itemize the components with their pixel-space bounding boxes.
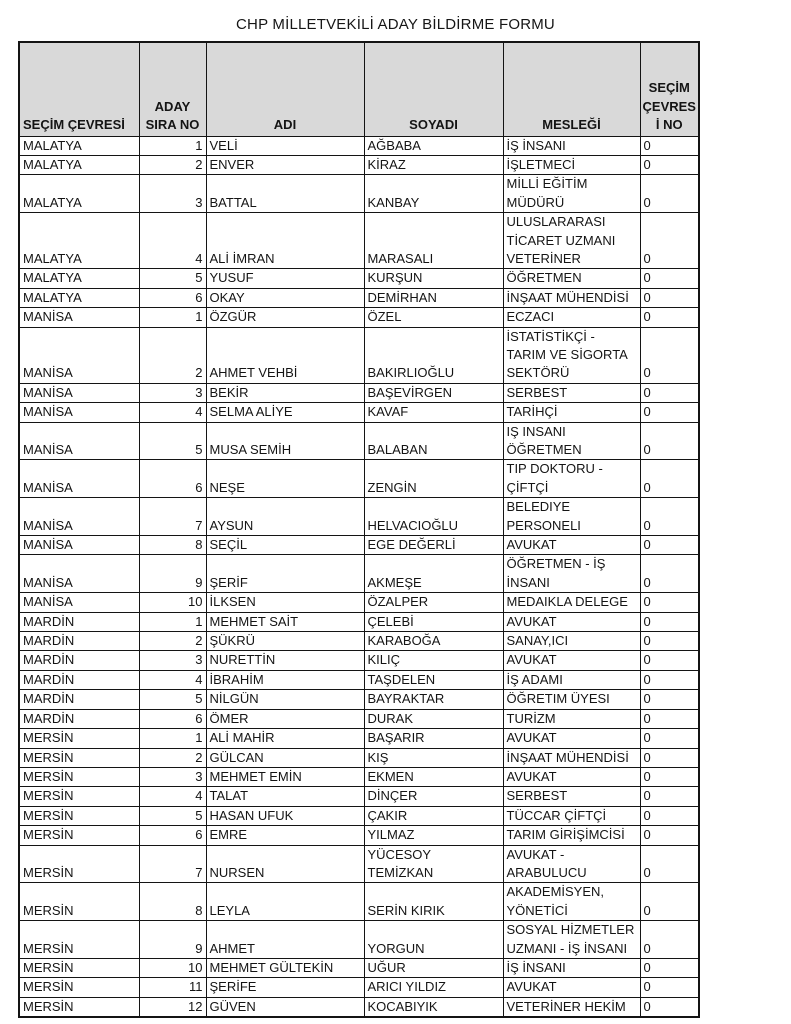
table-row (19, 651, 699, 670)
cell-meslegi: AVUKAT (503, 536, 640, 555)
cell-meslegi: İŞ İNSANI (503, 136, 640, 155)
cell-secim-cevresi-no: 0 (640, 308, 699, 327)
cell-secim-cevresi: MERSİN (19, 883, 139, 921)
cell-secim-cevresi-no: 0 (640, 593, 699, 612)
cell-soyadi: ÇAKIR (364, 806, 503, 825)
cell-secim-cevresi-no: 0 (640, 883, 699, 921)
cell-aday-sira-no: 8 (139, 536, 206, 555)
table-row (19, 383, 699, 402)
cell-secim-cevresi: MALATYA (19, 136, 139, 155)
cell-soyadi: KURŞUN (364, 269, 503, 288)
cell-adi: ENVER (206, 155, 364, 174)
cell-secim-cevresi: MARDİN (19, 670, 139, 689)
cell-soyadi: EKMEN (364, 767, 503, 786)
cell-aday-sira-no: 2 (139, 327, 206, 383)
cell-secim-cevresi: MERSİN (19, 826, 139, 845)
cell-soyadi: ÖZALPER (364, 593, 503, 612)
table-row (19, 308, 699, 327)
table-header-row (19, 42, 699, 136)
cell-soyadi: KANBAY (364, 175, 503, 213)
cell-secim-cevresi-no: 0 (640, 288, 699, 307)
header-soyadi: SOYADI (364, 42, 503, 136)
cell-aday-sira-no: 2 (139, 748, 206, 767)
cell-aday-sira-no: 4 (139, 670, 206, 689)
cell-meslegi: İSTATİSTİKÇİ - TARIM VE SİGORTA SEKTÖRÜ (503, 327, 640, 383)
cell-adi: BATTAL (206, 175, 364, 213)
cell-meslegi: MEDAIKLA DELEGE (503, 593, 640, 612)
cell-adi: LEYLA (206, 883, 364, 921)
table-row (19, 536, 699, 555)
table-body (19, 136, 699, 1017)
cell-secim-cevresi-no: 0 (640, 748, 699, 767)
cell-aday-sira-no: 6 (139, 826, 206, 845)
cell-aday-sira-no: 4 (139, 787, 206, 806)
table-row (19, 213, 699, 269)
cell-secim-cevresi-no: 0 (640, 670, 699, 689)
cell-adi: BEKİR (206, 383, 364, 402)
table-row (19, 288, 699, 307)
cell-adi: ALİ MAHİR (206, 729, 364, 748)
cell-secim-cevresi-no: 0 (640, 460, 699, 498)
cell-soyadi: BAŞARIR (364, 729, 503, 748)
table-row (19, 555, 699, 593)
cell-secim-cevresi-no: 0 (640, 536, 699, 555)
cell-meslegi: TARİHÇİ (503, 403, 640, 422)
cell-soyadi: SERİN KIRIK (364, 883, 503, 921)
cell-secim-cevresi-no: 0 (640, 213, 699, 269)
cell-secim-cevresi-no: 0 (640, 327, 699, 383)
cell-secim-cevresi-no: 0 (640, 958, 699, 977)
cell-aday-sira-no: 10 (139, 958, 206, 977)
cell-secim-cevresi: MANİSA (19, 593, 139, 612)
cell-secim-cevresi: MERSİN (19, 748, 139, 767)
cell-adi: ŞÜKRÜ (206, 632, 364, 651)
cell-secim-cevresi-no: 0 (640, 383, 699, 402)
cell-adi: NİLGÜN (206, 690, 364, 709)
cell-adi: MEHMET GÜLTEKİN (206, 958, 364, 977)
cell-adi: GÜLCAN (206, 748, 364, 767)
cell-secim-cevresi: MANİSA (19, 555, 139, 593)
cell-soyadi: AKMEŞE (364, 555, 503, 593)
cell-aday-sira-no: 7 (139, 498, 206, 536)
cell-soyadi: KARABOĞA (364, 632, 503, 651)
cell-soyadi: KOCABIYIK (364, 997, 503, 1017)
table-row (19, 670, 699, 689)
cell-secim-cevresi-no: 0 (640, 997, 699, 1017)
cell-meslegi: SOSYAL HİZMETLER UZMANI - İŞ İNSANI (503, 921, 640, 959)
cell-soyadi: BAKIRLIOĞLU (364, 327, 503, 383)
cell-secim-cevresi-no: 0 (640, 767, 699, 786)
cell-meslegi: İŞ İNSANI (503, 958, 640, 977)
cell-soyadi: ÖZEL (364, 308, 503, 327)
cell-aday-sira-no: 5 (139, 806, 206, 825)
table-row (19, 422, 699, 460)
table-row (19, 175, 699, 213)
cell-adi: YUSUF (206, 269, 364, 288)
table-row (19, 767, 699, 786)
cell-soyadi: BALABAN (364, 422, 503, 460)
candidate-table (18, 41, 700, 1018)
cell-aday-sira-no: 6 (139, 709, 206, 728)
table-row (19, 155, 699, 174)
cell-aday-sira-no: 5 (139, 269, 206, 288)
cell-secim-cevresi: MALATYA (19, 155, 139, 174)
cell-soyadi: YORGUN (364, 921, 503, 959)
cell-adi: AHMET (206, 921, 364, 959)
cell-meslegi: ÖĞRETMEN - İŞ İNSANI (503, 555, 640, 593)
cell-secim-cevresi: MANİSA (19, 460, 139, 498)
cell-meslegi: ÖĞRETIM ÜYESI (503, 690, 640, 709)
cell-secim-cevresi: MANİSA (19, 403, 139, 422)
cell-soyadi: DEMİRHAN (364, 288, 503, 307)
table-row (19, 958, 699, 977)
cell-soyadi: EGE DEĞERLİ (364, 536, 503, 555)
cell-secim-cevresi-no: 0 (640, 709, 699, 728)
cell-secim-cevresi: MARDİN (19, 709, 139, 728)
cell-aday-sira-no: 6 (139, 288, 206, 307)
cell-meslegi: TÜCCAR ÇİFTÇİ (503, 806, 640, 825)
cell-meslegi: TURİZM (503, 709, 640, 728)
cell-secim-cevresi-no: 0 (640, 555, 699, 593)
cell-soyadi: YILMAZ (364, 826, 503, 845)
cell-adi: EMRE (206, 826, 364, 845)
cell-aday-sira-no: 9 (139, 555, 206, 593)
cell-soyadi: KIŞ (364, 748, 503, 767)
cell-aday-sira-no: 1 (139, 308, 206, 327)
table-row (19, 883, 699, 921)
table-row (19, 327, 699, 383)
cell-adi: ÖMER (206, 709, 364, 728)
cell-secim-cevresi-no: 0 (640, 651, 699, 670)
cell-secim-cevresi-no: 0 (640, 845, 699, 883)
cell-secim-cevresi-no: 0 (640, 978, 699, 997)
cell-aday-sira-no: 7 (139, 845, 206, 883)
cell-secim-cevresi: MERSİN (19, 787, 139, 806)
cell-adi: HASAN UFUK (206, 806, 364, 825)
cell-secim-cevresi: MERSİN (19, 958, 139, 977)
cell-soyadi: ARICI YILDIZ (364, 978, 503, 997)
cell-meslegi: AVUKAT (503, 651, 640, 670)
table-row (19, 826, 699, 845)
cell-aday-sira-no: 6 (139, 460, 206, 498)
table-row (19, 748, 699, 767)
cell-adi: TALAT (206, 787, 364, 806)
cell-meslegi: SERBEST (503, 383, 640, 402)
header-aday-sira-no: ADAY SIRA NO (139, 42, 206, 136)
cell-secim-cevresi-no: 0 (640, 403, 699, 422)
table-row (19, 460, 699, 498)
cell-meslegi: TARIM GİRİŞİMCİSİ (503, 826, 640, 845)
cell-aday-sira-no: 4 (139, 403, 206, 422)
table-row (19, 709, 699, 728)
cell-meslegi: VETERİNER HEKİM (503, 997, 640, 1017)
cell-adi: ŞERİFE (206, 978, 364, 997)
cell-secim-cevresi: MARDİN (19, 632, 139, 651)
header-secim-cevresi-no: SEÇİM ÇEVRESİ NO (640, 42, 699, 136)
cell-secim-cevresi: MALATYA (19, 175, 139, 213)
cell-adi: GÜVEN (206, 997, 364, 1017)
cell-aday-sira-no: 2 (139, 155, 206, 174)
cell-aday-sira-no: 5 (139, 690, 206, 709)
cell-adi: NURETTİN (206, 651, 364, 670)
cell-secim-cevresi-no: 0 (640, 690, 699, 709)
cell-aday-sira-no: 10 (139, 593, 206, 612)
cell-secim-cevresi: MANİSA (19, 498, 139, 536)
cell-adi: MEHMET SAİT (206, 612, 364, 631)
cell-secim-cevresi: MERSİN (19, 729, 139, 748)
cell-secim-cevresi: MERSİN (19, 806, 139, 825)
cell-secim-cevresi: MERSİN (19, 767, 139, 786)
cell-secim-cevresi-no: 0 (640, 612, 699, 631)
cell-soyadi: ÇELEBİ (364, 612, 503, 631)
cell-secim-cevresi: MANİSA (19, 422, 139, 460)
cell-adi: MEHMET EMİN (206, 767, 364, 786)
cell-adi: ŞERİF (206, 555, 364, 593)
cell-meslegi: SERBEST (503, 787, 640, 806)
header-adi: ADI (206, 42, 364, 136)
cell-secim-cevresi: MERSİN (19, 845, 139, 883)
cell-meslegi: IŞ INSANI ÖĞRETMEN (503, 422, 640, 460)
cell-adi: SELMA ALİYE (206, 403, 364, 422)
cell-secim-cevresi: MANİSA (19, 327, 139, 383)
cell-aday-sira-no: 1 (139, 729, 206, 748)
cell-secim-cevresi: MERSİN (19, 997, 139, 1017)
cell-secim-cevresi-no: 0 (640, 175, 699, 213)
cell-soyadi: AĞBABA (364, 136, 503, 155)
table-row (19, 612, 699, 631)
table-row (19, 729, 699, 748)
cell-meslegi: ECZACI (503, 308, 640, 327)
cell-soyadi: DURAK (364, 709, 503, 728)
cell-secim-cevresi-no: 0 (640, 632, 699, 651)
table-row (19, 269, 699, 288)
cell-soyadi: YÜCESOY TEMİZKAN (364, 845, 503, 883)
cell-secim-cevresi: MARDİN (19, 612, 139, 631)
cell-aday-sira-no: 9 (139, 921, 206, 959)
cell-adi: AHMET VEHBİ (206, 327, 364, 383)
cell-aday-sira-no: 8 (139, 883, 206, 921)
cell-soyadi: KİRAZ (364, 155, 503, 174)
cell-secim-cevresi: MANİSA (19, 308, 139, 327)
cell-adi: İBRAHİM (206, 670, 364, 689)
cell-secim-cevresi: MALATYA (19, 269, 139, 288)
cell-soyadi: KILIÇ (364, 651, 503, 670)
cell-meslegi: ÖĞRETMEN (503, 269, 640, 288)
cell-adi: NEŞE (206, 460, 364, 498)
cell-aday-sira-no: 1 (139, 136, 206, 155)
cell-adi: ALİ İMRAN (206, 213, 364, 269)
cell-secim-cevresi-no: 0 (640, 136, 699, 155)
cell-meslegi: BELEDIYE PERSONELI (503, 498, 640, 536)
cell-meslegi: İŞ ADAMI (503, 670, 640, 689)
cell-soyadi: BAŞEVİRGEN (364, 383, 503, 402)
cell-secim-cevresi-no: 0 (640, 422, 699, 460)
cell-meslegi: ULUSLARARASI TİCARET UZMANI VETERİNER (503, 213, 640, 269)
cell-soyadi: BAYRAKTAR (364, 690, 503, 709)
cell-adi: MUSA SEMİH (206, 422, 364, 460)
cell-secim-cevresi: MERSİN (19, 921, 139, 959)
cell-aday-sira-no: 3 (139, 175, 206, 213)
cell-aday-sira-no: 3 (139, 383, 206, 402)
cell-meslegi: AVUKAT (503, 729, 640, 748)
table-row (19, 498, 699, 536)
cell-secim-cevresi: MARDİN (19, 690, 139, 709)
cell-adi: SEÇİL (206, 536, 364, 555)
cell-adi: OKAY (206, 288, 364, 307)
cell-soyadi: DİNÇER (364, 787, 503, 806)
table-row (19, 997, 699, 1017)
header-meslegi: MESLEĞİ (503, 42, 640, 136)
cell-meslegi: AVUKAT (503, 978, 640, 997)
cell-aday-sira-no: 1 (139, 612, 206, 631)
cell-meslegi: İNŞAAT MÜHENDİSİ (503, 288, 640, 307)
cell-secim-cevresi-no: 0 (640, 787, 699, 806)
cell-meslegi: AVUKAT (503, 767, 640, 786)
cell-secim-cevresi: MANİSA (19, 536, 139, 555)
table-row (19, 690, 699, 709)
cell-soyadi: HELVACIOĞLU (364, 498, 503, 536)
cell-adi: VELİ (206, 136, 364, 155)
cell-adi: İLKSEN (206, 593, 364, 612)
cell-soyadi: TAŞDELEN (364, 670, 503, 689)
cell-soyadi: KAVAF (364, 403, 503, 422)
table-row (19, 136, 699, 155)
cell-aday-sira-no: 11 (139, 978, 206, 997)
cell-soyadi: UĞUR (364, 958, 503, 977)
cell-meslegi: İNŞAAT MÜHENDİSİ (503, 748, 640, 767)
cell-secim-cevresi-no: 0 (640, 806, 699, 825)
cell-secim-cevresi: MALATYA (19, 288, 139, 307)
cell-secim-cevresi-no: 0 (640, 729, 699, 748)
cell-soyadi: MARASALI (364, 213, 503, 269)
table-row (19, 921, 699, 959)
cell-secim-cevresi: MERSİN (19, 978, 139, 997)
cell-aday-sira-no: 3 (139, 767, 206, 786)
cell-secim-cevresi-no: 0 (640, 498, 699, 536)
cell-adi: ÖZGÜR (206, 308, 364, 327)
cell-secim-cevresi: MALATYA (19, 213, 139, 269)
cell-secim-cevresi-no: 0 (640, 826, 699, 845)
cell-secim-cevresi-no: 0 (640, 269, 699, 288)
cell-soyadi: ZENGİN (364, 460, 503, 498)
cell-meslegi: İŞLETMECİ (503, 155, 640, 174)
cell-meslegi: TIP DOKTORU - ÇİFTÇİ (503, 460, 640, 498)
cell-secim-cevresi-no: 0 (640, 155, 699, 174)
cell-aday-sira-no: 3 (139, 651, 206, 670)
cell-aday-sira-no: 2 (139, 632, 206, 651)
cell-meslegi: SANAY,ICI (503, 632, 640, 651)
table-row (19, 593, 699, 612)
cell-adi: AYSUN (206, 498, 364, 536)
cell-meslegi: AKADEMİSYEN, YÖNETİCİ (503, 883, 640, 921)
cell-aday-sira-no: 12 (139, 997, 206, 1017)
cell-adi: NURSEN (206, 845, 364, 883)
table-row (19, 403, 699, 422)
cell-meslegi: AVUKAT - ARABULUCU (503, 845, 640, 883)
cell-meslegi: MİLLİ EĞİTİM MÜDÜRÜ (503, 175, 640, 213)
table-row (19, 845, 699, 883)
cell-secim-cevresi: MANİSA (19, 383, 139, 402)
cell-secim-cevresi: MARDİN (19, 651, 139, 670)
header-secim-cevresi: SEÇİM ÇEVRESİ (19, 42, 139, 136)
cell-aday-sira-no: 5 (139, 422, 206, 460)
table-row (19, 787, 699, 806)
table-row (19, 632, 699, 651)
cell-meslegi: AVUKAT (503, 612, 640, 631)
table-row (19, 806, 699, 825)
cell-aday-sira-no: 4 (139, 213, 206, 269)
table-row (19, 978, 699, 997)
cell-secim-cevresi-no: 0 (640, 921, 699, 959)
form-title: CHP MİLLETVEKİLİ ADAY BİLDİRME FORMU (236, 16, 555, 33)
